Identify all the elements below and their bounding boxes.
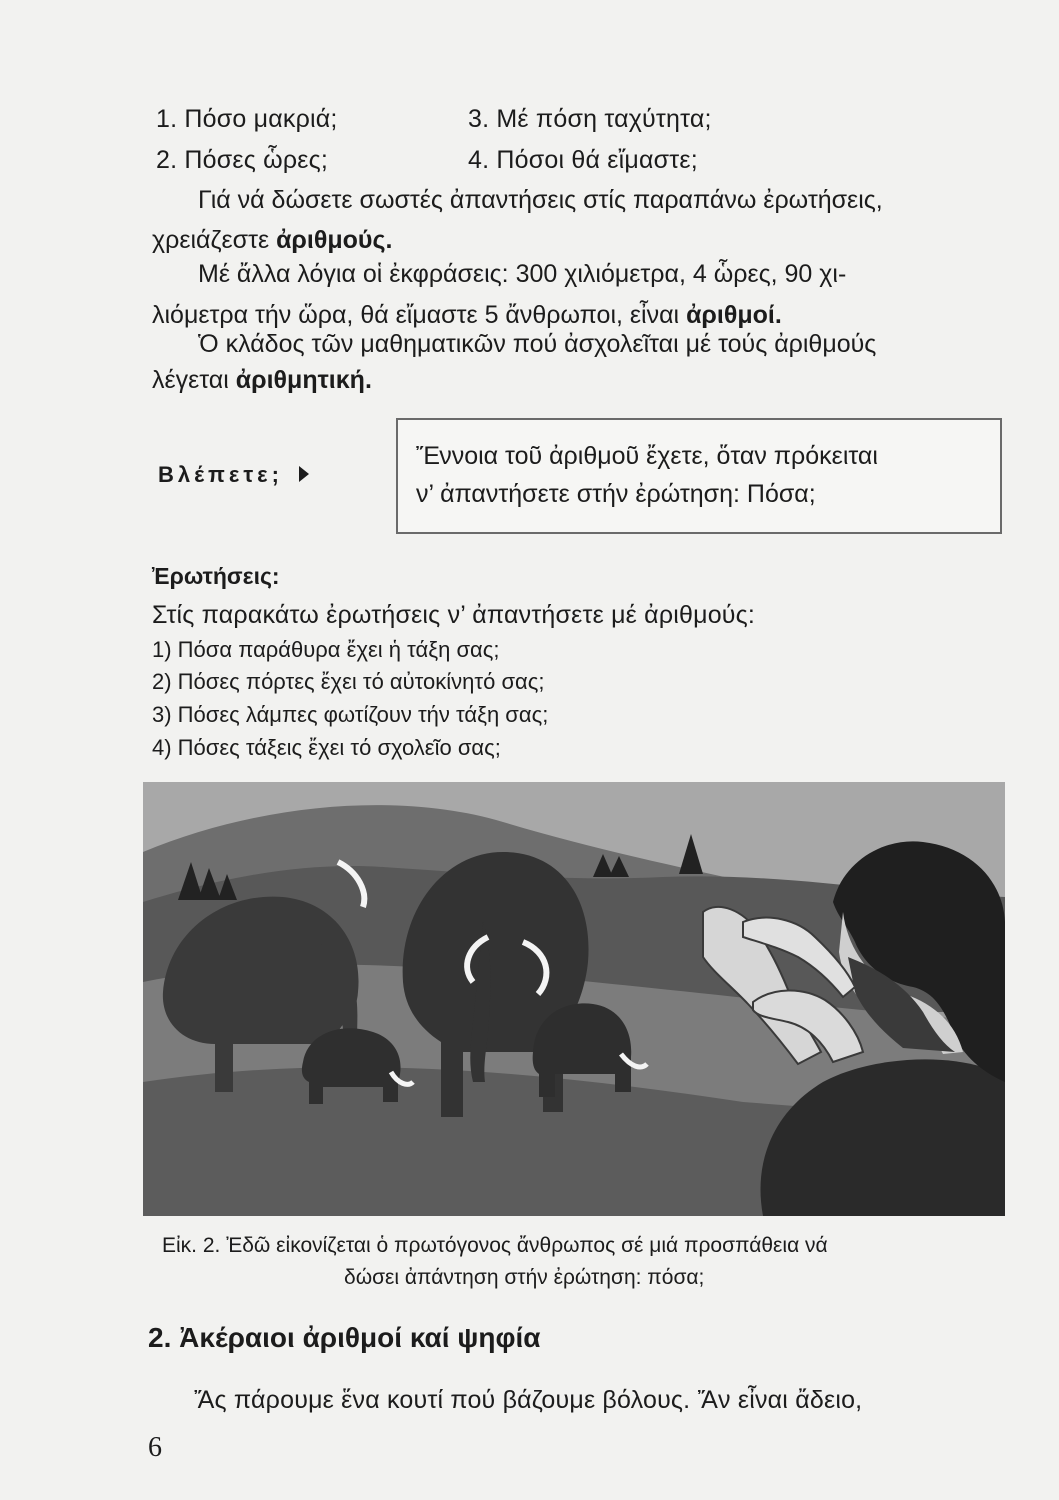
paragraph-3-line-2	[152, 360, 372, 401]
question-item: 2) Πόσες πόρτες ἔχει τό αὐτοκίνητό σας;	[152, 669, 545, 694]
top-question-1: 1. Πόσο μακριά;	[156, 105, 338, 133]
question-item: 4) Πόσες τάξεις ἔχει τό σχολεῖο σας;	[152, 735, 501, 760]
see-label-text: Βλέπετε;	[158, 462, 283, 487]
page-number: 6	[148, 1432, 162, 1463]
paragraph-2-text: λιόμετρα τήν ὥρα, θά εἴμαστε 5 ἄνθρωποι, εἶναι	[152, 301, 687, 329]
figure-caption-line-2: δώσει ἀπάντηση στήν ἐρώτηση: πόσα;	[344, 1266, 705, 1289]
definition-box	[396, 418, 1002, 534]
paragraph-3-bold-term: ἀριθμητική.	[235, 366, 372, 394]
paragraph-3-line-1: Ὁ κλάδος τῶν μαθηματικῶν πού ἀσχολεῖται μέ τούς ἀριθμούς	[198, 330, 877, 358]
paragraph-1-line-1: Γιά νά δώσετε σωστές ἀπαντήσεις στίς παραπάνω ἐρωτήσεις,	[198, 186, 883, 214]
figure-caption-line-1: Εἰκ. 2. Ἐδῶ εἰκονίζεται ὁ πρωτόγονος ἄνθρωπος σέ μιά προσπάθεια νά	[162, 1234, 828, 1257]
definition-line-2: ν’ ἀπαντήσετε στήν ἐρώτηση: Πόσα;	[416, 480, 816, 508]
paragraph-3-text: λέγεται	[152, 366, 236, 394]
paragraph-1-text: χρειάζεστε	[152, 226, 277, 254]
question-item: 1) Πόσα παράθυρα ἔχει ἡ τάξη σας;	[152, 637, 500, 662]
top-question-2: 2. Πόσες ὧρες;	[156, 146, 329, 174]
pointer-icon	[297, 464, 311, 484]
paragraph-2-line-1: Μέ ἄλλα λόγια οἱ ἐκφράσεις: 300 χιλιόμετρα, 4 ὧρες, 90 χι-	[198, 260, 847, 288]
section-first-line: Ἄς πάρουμε ἕνα κουτί πού βάζουμε βόλους. Ἄν εἶναι ἄδειο,	[194, 1386, 863, 1414]
top-question-4: 4. Πόσοι θά εἴμαστε;	[468, 146, 698, 174]
paragraph-2-bold-term: ἀριθμοί.	[686, 301, 782, 329]
question-item: 3) Πόσες λάμπες φωτίζουν τήν τάξη σας;	[152, 702, 549, 727]
section-title: 2. Ἀκέραιοι ἀριθμοί καί ψηφία	[148, 1322, 541, 1353]
see-label	[158, 462, 311, 488]
top-question-3: 3. Μέ πόση ταχύτητα;	[468, 105, 712, 133]
definition-line-1: Ἔννοια τοῦ ἀριθμοῦ ἔχετε, ὅταν πρόκειται	[416, 442, 878, 470]
illustration-figure	[143, 782, 1005, 1216]
primitive-man-mammoths-illustration	[143, 782, 1005, 1216]
questions-heading: Ἐρωτήσεις:	[152, 563, 280, 589]
questions-intro: Στίς παρακάτω ἐρωτήσεις ν’ ἀπαντήσετε μέ ἀριθμούς:	[152, 601, 756, 629]
paragraph-1-bold-term: ἀριθμούς.	[276, 226, 393, 254]
